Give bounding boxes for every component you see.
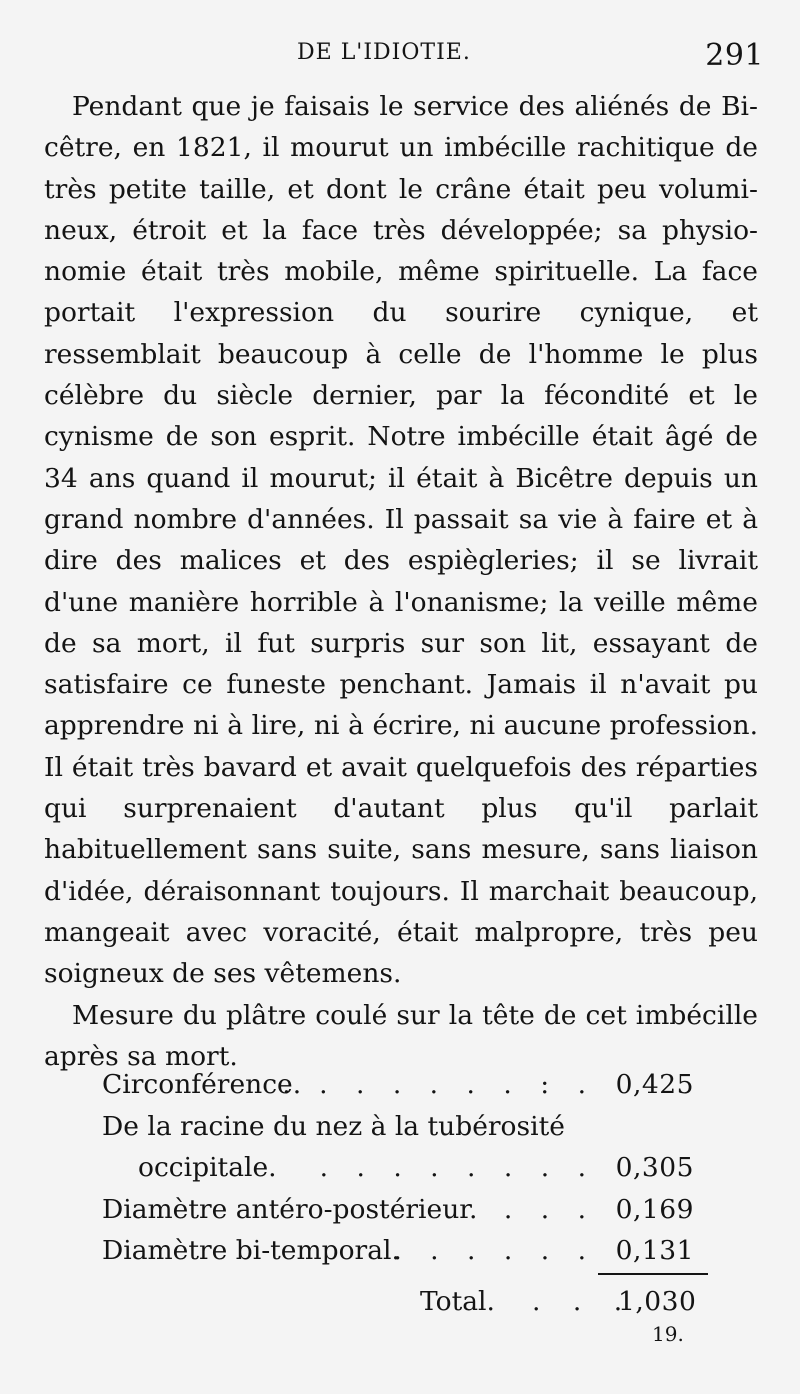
measurement-row	[102, 1064, 700, 1106]
total-label: Total.	[420, 1286, 495, 1317]
measurements-table	[102, 1064, 700, 1272]
leader-dots: . . .	[532, 1286, 635, 1317]
body-text	[44, 86, 758, 1077]
paragraph: Pendant que je faisais le service des aliénés de Bicêtre, en 1821, il mourut un imbécille rachitique de très petite taille, et dont le crâne était peu volumineux, étroit et la face très développée; sa physionomie était très mobile, même spirituelle. La face portait l'expression du sourire cynique, et ressemblait beaucoup à celle de l'homme le plus célèbre du siècle dernier, par la fécondité et le cynisme de son esprit. Notre imbécille était âgé de 34 ans quand il mourut; il était à Bicêtre depuis un grand nombre d'années. Il passait sa vie à faire et à dire des malices et des espiègleries; il se livrait d'une manière horrible à l'onanisme; la veille même de sa mort, il fut surpris sur son lit, essayant de satisfaire ce funeste penchant. Jamais il n'avait pu apprendre ni à lire, ni à écrire, ni aucune profession. Il était très bavard et avait quelquefois des réparties qui surprenaient d'autant plus qu'il parlait habituellement sans suite, sans mesure, sans liaison d'idée, déraisonnant toujours. Il marchait beaucoup, mangeait avec voracité, était malpropre, très peu soigneux de ses vêtemens.	[44, 91, 758, 990]
measurement-row	[102, 1189, 700, 1231]
measurement-label: De la racine du nez à la tubérosité	[102, 1110, 565, 1142]
leader-dots: . . . . . . . : .	[282, 1069, 596, 1100]
measurement-value: 0,425	[615, 1069, 694, 1100]
leader-dots: . . . . . .	[393, 1235, 596, 1266]
total-value: 1,030	[618, 1286, 697, 1317]
total-rule	[598, 1273, 708, 1275]
measurement-label: Diamètre antéro-postérieur.	[102, 1193, 478, 1225]
leader-dots: . . . . . . . .	[319, 1152, 596, 1183]
signature-mark: 19.	[652, 1322, 684, 1346]
measurement-label: Diamètre bi-temporal.	[102, 1235, 400, 1266]
leader-dots: . . .	[503, 1193, 596, 1225]
running-head	[0, 38, 800, 78]
running-title: DE L'IDIOTIE.	[297, 40, 471, 65]
measurement-label: Circonférence.	[102, 1069, 302, 1100]
page-number: 291	[705, 38, 764, 73]
paragraph: Mesure du plâtre coulé sur la tête de cet imbécille après sa mort.	[44, 999, 758, 1072]
measurement-row	[102, 1106, 700, 1148]
measurement-row	[102, 1147, 700, 1189]
measurement-value: 0,305	[615, 1152, 694, 1183]
measurement-value: 0,131	[615, 1235, 694, 1266]
measurement-label: occipitale.	[138, 1152, 277, 1183]
measurement-row	[102, 1230, 700, 1272]
measurement-value: 0,169	[615, 1193, 694, 1225]
